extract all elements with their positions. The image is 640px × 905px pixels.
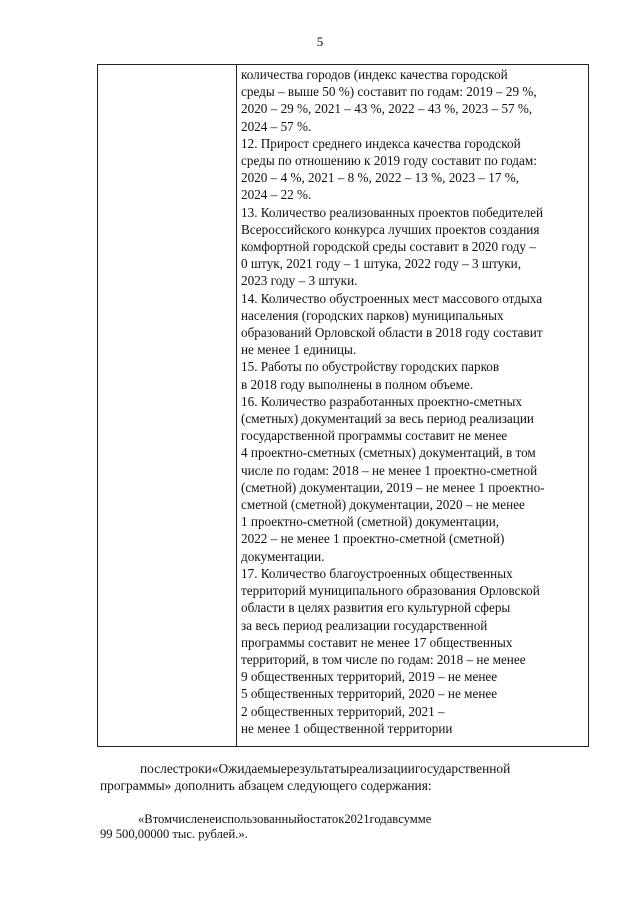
cell-line: 0 штук, 2021 году – 1 штука, 2022 году – 3 штуки,	[241, 256, 522, 272]
cell-line: количества городов (индекс качества городской	[241, 67, 508, 82]
word: том	[152, 812, 173, 826]
cell-line: 2023 году – 3 штуки.	[241, 273, 358, 289]
word: строки	[172, 761, 212, 776]
amendment-line-1	[100, 760, 600, 777]
cell-line: образований Орловской области в 2018 году составит	[241, 325, 543, 341]
cell-line: 4 проектно-сметных (сметных) документаций, в том	[241, 445, 536, 461]
cell-line: области в целях развития его культурной сферы	[241, 600, 511, 616]
word: в	[392, 812, 399, 826]
word: 2021	[344, 812, 370, 826]
cell-line: 1 проектно-сметной (сметной) документации,	[241, 514, 500, 530]
word: «Ожидаемые	[211, 761, 287, 776]
cell-line: 12. Прирост среднего индекса качества городской	[241, 135, 521, 151]
cell-line: 2024 – 57 %.	[241, 118, 312, 134]
word: государственной	[414, 761, 511, 776]
word: сумме	[398, 812, 432, 826]
cell-line: Всероссийского конкурса лучших проектов создания	[241, 221, 540, 237]
cell-line: государственной программы составит не менее	[241, 428, 508, 444]
cell-line: 16. Количество разработанных проектно-сметных	[241, 393, 522, 409]
word: года	[369, 812, 393, 826]
cell-line: (сметных) документаций за весь период реализации	[241, 411, 534, 427]
word: реализации	[349, 761, 415, 776]
cell-line: 13. Количество реализованных проектов победителей	[241, 204, 544, 220]
cell-line: не менее 1 общественной территории	[241, 720, 453, 736]
page-number: 5	[316, 34, 324, 49]
table-cell-text	[241, 66, 587, 737]
cell-line: числе по годам: 2018 – не менее 1 проектно-сметной	[241, 462, 538, 478]
word: остаток	[303, 812, 345, 826]
cell-line: не менее 1 единицы.	[241, 342, 357, 358]
cell-line: 14. Количество обустроенных мест массового отдыха	[241, 290, 543, 306]
quote-line-2: 99 500,00000 тыс. рублей.».	[100, 827, 248, 841]
cell-line: сметной (сметной) документации, 2020 – не менее	[241, 497, 525, 513]
word: результаты	[286, 761, 350, 776]
cell-line: программы составит не менее 17 общественных	[241, 634, 513, 650]
cell-line: комфортной городской среды составит в 2020 году –	[241, 239, 536, 255]
cell-line: 2024 – 22 %.	[241, 187, 312, 203]
cell-line: в 2018 году выполнены в полном объеме.	[241, 376, 474, 392]
cell-line: за весь период реализации государственной	[241, 617, 488, 633]
cell-line: территорий, в том числе по годам: 2018 – не менее	[241, 651, 526, 667]
word: «В	[138, 812, 153, 826]
cell-line: 15. Работы по обустройству городских парков	[241, 359, 500, 375]
word: числе	[172, 812, 203, 826]
amendment-paragraph	[100, 760, 600, 794]
column-divider	[236, 64, 237, 747]
cell-line: населения (городских парков) муниципальных	[241, 307, 504, 323]
cell-line: 17. Количество благоустроенных общественных	[241, 565, 513, 581]
cell-line: (сметной) документации, 2019 – не менее 1 проектно-	[241, 479, 545, 495]
amendment-line-2: программы» дополнить абзацем следующего содержания:	[100, 778, 432, 793]
cell-line: 2 общественных территорий, 2021 –	[241, 703, 445, 719]
cell-line: среды – выше 50 %) составит по годам: 2019 – 29 %,	[241, 84, 537, 100]
quote-line-1	[100, 812, 600, 827]
cell-line: 2022 – не менее 1 проектно-сметной (сметной)	[241, 531, 505, 547]
quoted-text	[100, 812, 600, 842]
cell-line: 2020 – 29 %, 2021 – 43 %, 2022 – 43 %, 2023 – 57 %,	[241, 101, 533, 117]
cell-line: 2020 – 4 %, 2021 – 8 %, 2022 – 13 %, 2023 – 17 %,	[241, 170, 520, 186]
cell-line: территорий муниципального образования Орловской	[241, 583, 540, 599]
word: неиспользованный	[202, 812, 304, 826]
cell-line: среды по отношению к 2019 году составит по годам:	[241, 153, 537, 169]
cell-line: документации.	[241, 548, 325, 564]
word: после	[140, 761, 173, 776]
cell-line: 9 общественных территорий, 2019 – не менее	[241, 669, 498, 685]
cell-line: 5 общественных территорий, 2020 – не менее	[241, 686, 498, 702]
